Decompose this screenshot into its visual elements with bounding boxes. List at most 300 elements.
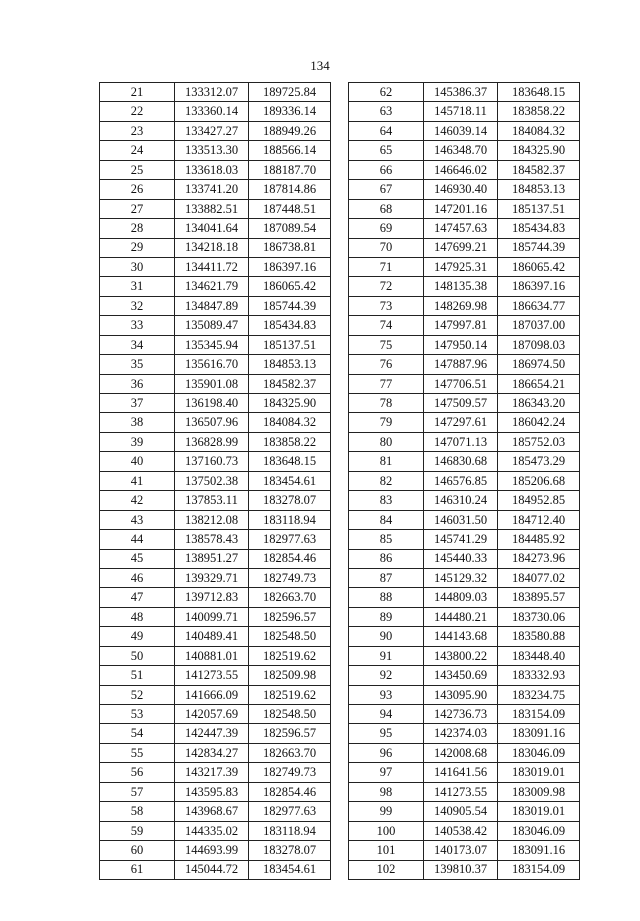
y-coordinate-cell: 182519.62: [249, 685, 331, 704]
x-coordinate-cell: 137160.73: [175, 452, 249, 471]
x-coordinate-cell: 146930.40: [424, 180, 498, 199]
y-coordinate-cell: 185752.03: [498, 432, 580, 451]
table-row: [349, 83, 580, 102]
y-coordinate-cell: 182548.50: [249, 627, 331, 646]
point-number-cell: 79: [349, 413, 424, 432]
x-coordinate-cell: 147997.81: [424, 316, 498, 335]
y-coordinate-cell: 185744.39: [249, 296, 331, 315]
y-coordinate-cell: 183648.15: [498, 83, 580, 102]
x-coordinate-cell: 147706.51: [424, 374, 498, 393]
x-coordinate-cell: 136828.99: [175, 432, 249, 451]
point-number-cell: 26: [100, 180, 175, 199]
x-coordinate-cell: 144480.21: [424, 607, 498, 626]
y-coordinate-cell: 185137.51: [249, 335, 331, 354]
x-coordinate-cell: 135901.08: [175, 374, 249, 393]
x-coordinate-cell: 146646.02: [424, 160, 498, 179]
table-row: [349, 355, 580, 374]
x-coordinate-cell: 145741.29: [424, 530, 498, 549]
point-number-cell: 45: [100, 549, 175, 568]
table-row: [349, 588, 580, 607]
x-coordinate-cell: 140489.41: [175, 627, 249, 646]
table-row: [100, 102, 331, 121]
table-row: [349, 607, 580, 626]
y-coordinate-cell: 184853.13: [498, 180, 580, 199]
y-coordinate-cell: 183118.94: [249, 821, 331, 840]
point-number-cell: 34: [100, 335, 175, 354]
x-coordinate-cell: 143800.22: [424, 646, 498, 665]
table-row: [100, 841, 331, 860]
y-coordinate-cell: 186974.50: [498, 355, 580, 374]
x-coordinate-cell: 147699.21: [424, 238, 498, 257]
y-coordinate-cell: 188949.26: [249, 121, 331, 140]
point-number-cell: 95: [349, 724, 424, 743]
y-coordinate-cell: 186738.81: [249, 238, 331, 257]
table-row: [100, 860, 331, 879]
y-coordinate-cell: 183580.88: [498, 627, 580, 646]
x-coordinate-cell: 137502.38: [175, 471, 249, 490]
x-coordinate-cell: 133513.30: [175, 141, 249, 160]
y-coordinate-cell: 182519.62: [249, 646, 331, 665]
table-row: [349, 374, 580, 393]
point-number-cell: 54: [100, 724, 175, 743]
table-row: [100, 782, 331, 801]
x-coordinate-cell: 142008.68: [424, 743, 498, 762]
table-row: [349, 296, 580, 315]
table-row: [100, 160, 331, 179]
y-coordinate-cell: 188187.70: [249, 160, 331, 179]
point-number-cell: 84: [349, 510, 424, 529]
table-row: [349, 666, 580, 685]
y-coordinate-cell: 189336.14: [249, 102, 331, 121]
point-number-cell: 30: [100, 257, 175, 276]
y-coordinate-cell: 187098.03: [498, 335, 580, 354]
table-row: [100, 646, 331, 665]
x-coordinate-cell: 147201.16: [424, 199, 498, 218]
x-coordinate-cell: 135345.94: [175, 335, 249, 354]
x-coordinate-cell: 146031.50: [424, 510, 498, 529]
point-number-cell: 65: [349, 141, 424, 160]
point-number-cell: 102: [349, 860, 424, 879]
x-coordinate-cell: 134218.18: [175, 238, 249, 257]
y-coordinate-cell: 185434.83: [249, 316, 331, 335]
point-number-cell: 29: [100, 238, 175, 257]
x-coordinate-cell: 144335.02: [175, 821, 249, 840]
point-number-cell: 96: [349, 743, 424, 762]
x-coordinate-cell: 139329.71: [175, 568, 249, 587]
table-row: [349, 841, 580, 860]
table-row: [349, 452, 580, 471]
point-number-cell: 88: [349, 588, 424, 607]
y-coordinate-cell: 183009.98: [498, 782, 580, 801]
x-coordinate-cell: 140881.01: [175, 646, 249, 665]
point-number-cell: 53: [100, 705, 175, 724]
table-row: [100, 355, 331, 374]
y-coordinate-cell: 186654.21: [498, 374, 580, 393]
table-row: [349, 180, 580, 199]
table-row: [100, 821, 331, 840]
x-coordinate-cell: 143217.39: [175, 763, 249, 782]
table-row: [100, 491, 331, 510]
point-number-cell: 67: [349, 180, 424, 199]
point-number-cell: 56: [100, 763, 175, 782]
point-number-cell: 22: [100, 102, 175, 121]
table-row: [100, 121, 331, 140]
x-coordinate-cell: 138212.08: [175, 510, 249, 529]
y-coordinate-cell: 183648.15: [249, 452, 331, 471]
table-row: [100, 452, 331, 471]
x-coordinate-cell: 146576.85: [424, 471, 498, 490]
table-row: [349, 568, 580, 587]
y-coordinate-cell: 186042.24: [498, 413, 580, 432]
x-coordinate-cell: 147071.13: [424, 432, 498, 451]
table-row: [100, 607, 331, 626]
x-coordinate-cell: 139712.83: [175, 588, 249, 607]
table-row: [349, 782, 580, 801]
x-coordinate-cell: 133882.51: [175, 199, 249, 218]
point-number-cell: 49: [100, 627, 175, 646]
point-number-cell: 92: [349, 666, 424, 685]
x-coordinate-cell: 147457.63: [424, 219, 498, 238]
point-number-cell: 93: [349, 685, 424, 704]
table-row: [349, 646, 580, 665]
y-coordinate-cell: 185434.83: [498, 219, 580, 238]
table-row: [100, 549, 331, 568]
y-coordinate-cell: 182749.73: [249, 568, 331, 587]
x-coordinate-cell: 147950.14: [424, 335, 498, 354]
x-coordinate-cell: 148135.38: [424, 277, 498, 296]
coordinate-table-right: [348, 82, 580, 880]
y-coordinate-cell: 182977.63: [249, 530, 331, 549]
y-coordinate-cell: 183454.61: [249, 860, 331, 879]
point-number-cell: 59: [100, 821, 175, 840]
x-coordinate-cell: 142447.39: [175, 724, 249, 743]
x-coordinate-cell: 145440.33: [424, 549, 498, 568]
x-coordinate-cell: 140173.07: [424, 841, 498, 860]
y-coordinate-cell: 184582.37: [249, 374, 331, 393]
y-coordinate-cell: 183091.16: [498, 841, 580, 860]
table-row: [100, 83, 331, 102]
y-coordinate-cell: 186343.20: [498, 394, 580, 413]
point-number-cell: 55: [100, 743, 175, 762]
y-coordinate-cell: 182548.50: [249, 705, 331, 724]
table-row: [100, 588, 331, 607]
y-coordinate-cell: 189725.84: [249, 83, 331, 102]
y-coordinate-cell: 185744.39: [498, 238, 580, 257]
point-number-cell: 47: [100, 588, 175, 607]
table-row: [100, 316, 331, 335]
table-row: [349, 316, 580, 335]
x-coordinate-cell: 146310.24: [424, 491, 498, 510]
page-number: 134: [310, 58, 330, 73]
point-number-cell: 37: [100, 394, 175, 413]
table-row: [100, 666, 331, 685]
x-coordinate-cell: 144809.03: [424, 588, 498, 607]
x-coordinate-cell: 133360.14: [175, 102, 249, 121]
x-coordinate-cell: 133427.27: [175, 121, 249, 140]
table-row: [349, 219, 580, 238]
table-row: [349, 802, 580, 821]
table-row: [100, 685, 331, 704]
point-number-cell: 89: [349, 607, 424, 626]
x-coordinate-cell: 133312.07: [175, 83, 249, 102]
point-number-cell: 23: [100, 121, 175, 140]
table-row: [100, 724, 331, 743]
x-coordinate-cell: 143450.69: [424, 666, 498, 685]
point-number-cell: 101: [349, 841, 424, 860]
x-coordinate-cell: 141641.56: [424, 763, 498, 782]
x-coordinate-cell: 139810.37: [424, 860, 498, 879]
table-row: [100, 471, 331, 490]
x-coordinate-cell: 145044.72: [175, 860, 249, 879]
point-number-cell: 85: [349, 530, 424, 549]
point-number-cell: 51: [100, 666, 175, 685]
point-number-cell: 80: [349, 432, 424, 451]
y-coordinate-cell: 184952.85: [498, 491, 580, 510]
table-row: [349, 394, 580, 413]
y-coordinate-cell: 184273.96: [498, 549, 580, 568]
point-number-cell: 43: [100, 510, 175, 529]
point-number-cell: 91: [349, 646, 424, 665]
table-row: [349, 627, 580, 646]
point-number-cell: 100: [349, 821, 424, 840]
table-row: [100, 277, 331, 296]
coordinate-table-left: [99, 82, 331, 880]
point-number-cell: 66: [349, 160, 424, 179]
x-coordinate-cell: 134847.89: [175, 296, 249, 315]
x-coordinate-cell: 144693.99: [175, 841, 249, 860]
x-coordinate-cell: 145129.32: [424, 568, 498, 587]
point-number-cell: 62: [349, 83, 424, 102]
point-number-cell: 76: [349, 355, 424, 374]
y-coordinate-cell: 183448.40: [498, 646, 580, 665]
table-row: [349, 277, 580, 296]
table-row: [349, 821, 580, 840]
table-row: [100, 394, 331, 413]
point-number-cell: 48: [100, 607, 175, 626]
table-row: [349, 102, 580, 121]
point-number-cell: 36: [100, 374, 175, 393]
table-row: [349, 549, 580, 568]
point-number-cell: 28: [100, 219, 175, 238]
x-coordinate-cell: 145718.11: [424, 102, 498, 121]
table-row: [349, 491, 580, 510]
x-coordinate-cell: 136507.96: [175, 413, 249, 432]
x-coordinate-cell: 135089.47: [175, 316, 249, 335]
table-row: [349, 257, 580, 276]
x-coordinate-cell: 140099.71: [175, 607, 249, 626]
y-coordinate-cell: 183278.07: [249, 841, 331, 860]
x-coordinate-cell: 138951.27: [175, 549, 249, 568]
table-row: [349, 413, 580, 432]
table-row: [100, 413, 331, 432]
y-coordinate-cell: 183019.01: [498, 763, 580, 782]
x-coordinate-cell: 137853.11: [175, 491, 249, 510]
point-number-cell: 46: [100, 568, 175, 587]
y-coordinate-cell: 187089.54: [249, 219, 331, 238]
y-coordinate-cell: 182854.46: [249, 549, 331, 568]
x-coordinate-cell: 145386.37: [424, 83, 498, 102]
x-coordinate-cell: 140905.54: [424, 802, 498, 821]
y-coordinate-cell: 183858.22: [498, 102, 580, 121]
y-coordinate-cell: 183154.09: [498, 860, 580, 879]
table-row: [349, 160, 580, 179]
point-number-cell: 25: [100, 160, 175, 179]
x-coordinate-cell: 140538.42: [424, 821, 498, 840]
x-coordinate-cell: 138578.43: [175, 530, 249, 549]
y-coordinate-cell: 183234.75: [498, 685, 580, 704]
point-number-cell: 32: [100, 296, 175, 315]
point-number-cell: 64: [349, 121, 424, 140]
x-coordinate-cell: 143595.83: [175, 782, 249, 801]
y-coordinate-cell: 187814.86: [249, 180, 331, 199]
point-number-cell: 69: [349, 219, 424, 238]
y-coordinate-cell: 183154.09: [498, 705, 580, 724]
point-number-cell: 61: [100, 860, 175, 879]
table-row: [100, 627, 331, 646]
table-row: [100, 510, 331, 529]
y-coordinate-cell: 182977.63: [249, 802, 331, 821]
table-row: [100, 568, 331, 587]
point-number-cell: 58: [100, 802, 175, 821]
point-number-cell: 41: [100, 471, 175, 490]
point-number-cell: 27: [100, 199, 175, 218]
y-coordinate-cell: 185473.29: [498, 452, 580, 471]
x-coordinate-cell: 147925.31: [424, 257, 498, 276]
x-coordinate-cell: 141666.09: [175, 685, 249, 704]
y-coordinate-cell: 182596.57: [249, 724, 331, 743]
table-row: [100, 802, 331, 821]
point-number-cell: 63: [349, 102, 424, 121]
x-coordinate-cell: 146348.70: [424, 141, 498, 160]
x-coordinate-cell: 142057.69: [175, 705, 249, 724]
point-number-cell: 86: [349, 549, 424, 568]
point-number-cell: 39: [100, 432, 175, 451]
y-coordinate-cell: 184325.90: [249, 394, 331, 413]
table-row: [100, 257, 331, 276]
table-row: [100, 374, 331, 393]
x-coordinate-cell: 141273.55: [424, 782, 498, 801]
table-row: [100, 141, 331, 160]
point-number-cell: 99: [349, 802, 424, 821]
y-coordinate-cell: 182663.70: [249, 743, 331, 762]
point-number-cell: 52: [100, 685, 175, 704]
point-number-cell: 82: [349, 471, 424, 490]
point-number-cell: 21: [100, 83, 175, 102]
x-coordinate-cell: 135616.70: [175, 355, 249, 374]
table-row: [100, 763, 331, 782]
point-number-cell: 31: [100, 277, 175, 296]
point-number-cell: 38: [100, 413, 175, 432]
y-coordinate-cell: 184485.92: [498, 530, 580, 549]
y-coordinate-cell: 186634.77: [498, 296, 580, 315]
point-number-cell: 42: [100, 491, 175, 510]
point-number-cell: 78: [349, 394, 424, 413]
point-number-cell: 60: [100, 841, 175, 860]
table-row: [100, 705, 331, 724]
x-coordinate-cell: 141273.55: [175, 666, 249, 685]
y-coordinate-cell: 183091.16: [498, 724, 580, 743]
y-coordinate-cell: 185206.68: [498, 471, 580, 490]
table-row: [349, 432, 580, 451]
table-row: [100, 743, 331, 762]
x-coordinate-cell: 146039.14: [424, 121, 498, 140]
point-number-cell: 24: [100, 141, 175, 160]
x-coordinate-cell: 143968.67: [175, 802, 249, 821]
point-number-cell: 75: [349, 335, 424, 354]
point-number-cell: 73: [349, 296, 424, 315]
table-row: [100, 432, 331, 451]
point-number-cell: 44: [100, 530, 175, 549]
point-number-cell: 97: [349, 763, 424, 782]
y-coordinate-cell: 186397.16: [249, 257, 331, 276]
table-row: [100, 180, 331, 199]
x-coordinate-cell: 143095.90: [424, 685, 498, 704]
y-coordinate-cell: 184582.37: [498, 160, 580, 179]
table-row: [349, 724, 580, 743]
x-coordinate-cell: 147887.96: [424, 355, 498, 374]
table-row: [100, 238, 331, 257]
y-coordinate-cell: 184084.32: [249, 413, 331, 432]
x-coordinate-cell: 136198.40: [175, 394, 249, 413]
y-coordinate-cell: 184077.02: [498, 568, 580, 587]
table-row: [349, 121, 580, 140]
y-coordinate-cell: 183118.94: [249, 510, 331, 529]
table-row: [349, 238, 580, 257]
x-coordinate-cell: 133618.03: [175, 160, 249, 179]
y-coordinate-cell: 184084.32: [498, 121, 580, 140]
x-coordinate-cell: 142736.73: [424, 705, 498, 724]
point-number-cell: 94: [349, 705, 424, 724]
table-row: [349, 335, 580, 354]
x-coordinate-cell: 133741.20: [175, 180, 249, 199]
table-row: [349, 141, 580, 160]
point-number-cell: 70: [349, 238, 424, 257]
point-number-cell: 71: [349, 257, 424, 276]
table-row: [100, 219, 331, 238]
y-coordinate-cell: 183454.61: [249, 471, 331, 490]
x-coordinate-cell: 148269.98: [424, 296, 498, 315]
y-coordinate-cell: 187448.51: [249, 199, 331, 218]
x-coordinate-cell: 142374.03: [424, 724, 498, 743]
point-number-cell: 98: [349, 782, 424, 801]
point-number-cell: 77: [349, 374, 424, 393]
y-coordinate-cell: 184712.40: [498, 510, 580, 529]
x-coordinate-cell: 144143.68: [424, 627, 498, 646]
y-coordinate-cell: 184853.13: [249, 355, 331, 374]
y-coordinate-cell: 183046.09: [498, 743, 580, 762]
table-row: [349, 685, 580, 704]
x-coordinate-cell: 147297.61: [424, 413, 498, 432]
point-number-cell: 40: [100, 452, 175, 471]
y-coordinate-cell: 188566.14: [249, 141, 331, 160]
y-coordinate-cell: 183046.09: [498, 821, 580, 840]
table-row: [100, 530, 331, 549]
y-coordinate-cell: 182749.73: [249, 763, 331, 782]
point-number-cell: 74: [349, 316, 424, 335]
point-number-cell: 83: [349, 491, 424, 510]
y-coordinate-cell: 183730.06: [498, 607, 580, 626]
table-row: [349, 860, 580, 879]
point-number-cell: 81: [349, 452, 424, 471]
y-coordinate-cell: 182663.70: [249, 588, 331, 607]
table-row: [349, 199, 580, 218]
table-row: [349, 763, 580, 782]
point-number-cell: 33: [100, 316, 175, 335]
y-coordinate-cell: 183858.22: [249, 432, 331, 451]
y-coordinate-cell: 186397.16: [498, 277, 580, 296]
point-number-cell: 68: [349, 199, 424, 218]
table-row: [100, 199, 331, 218]
